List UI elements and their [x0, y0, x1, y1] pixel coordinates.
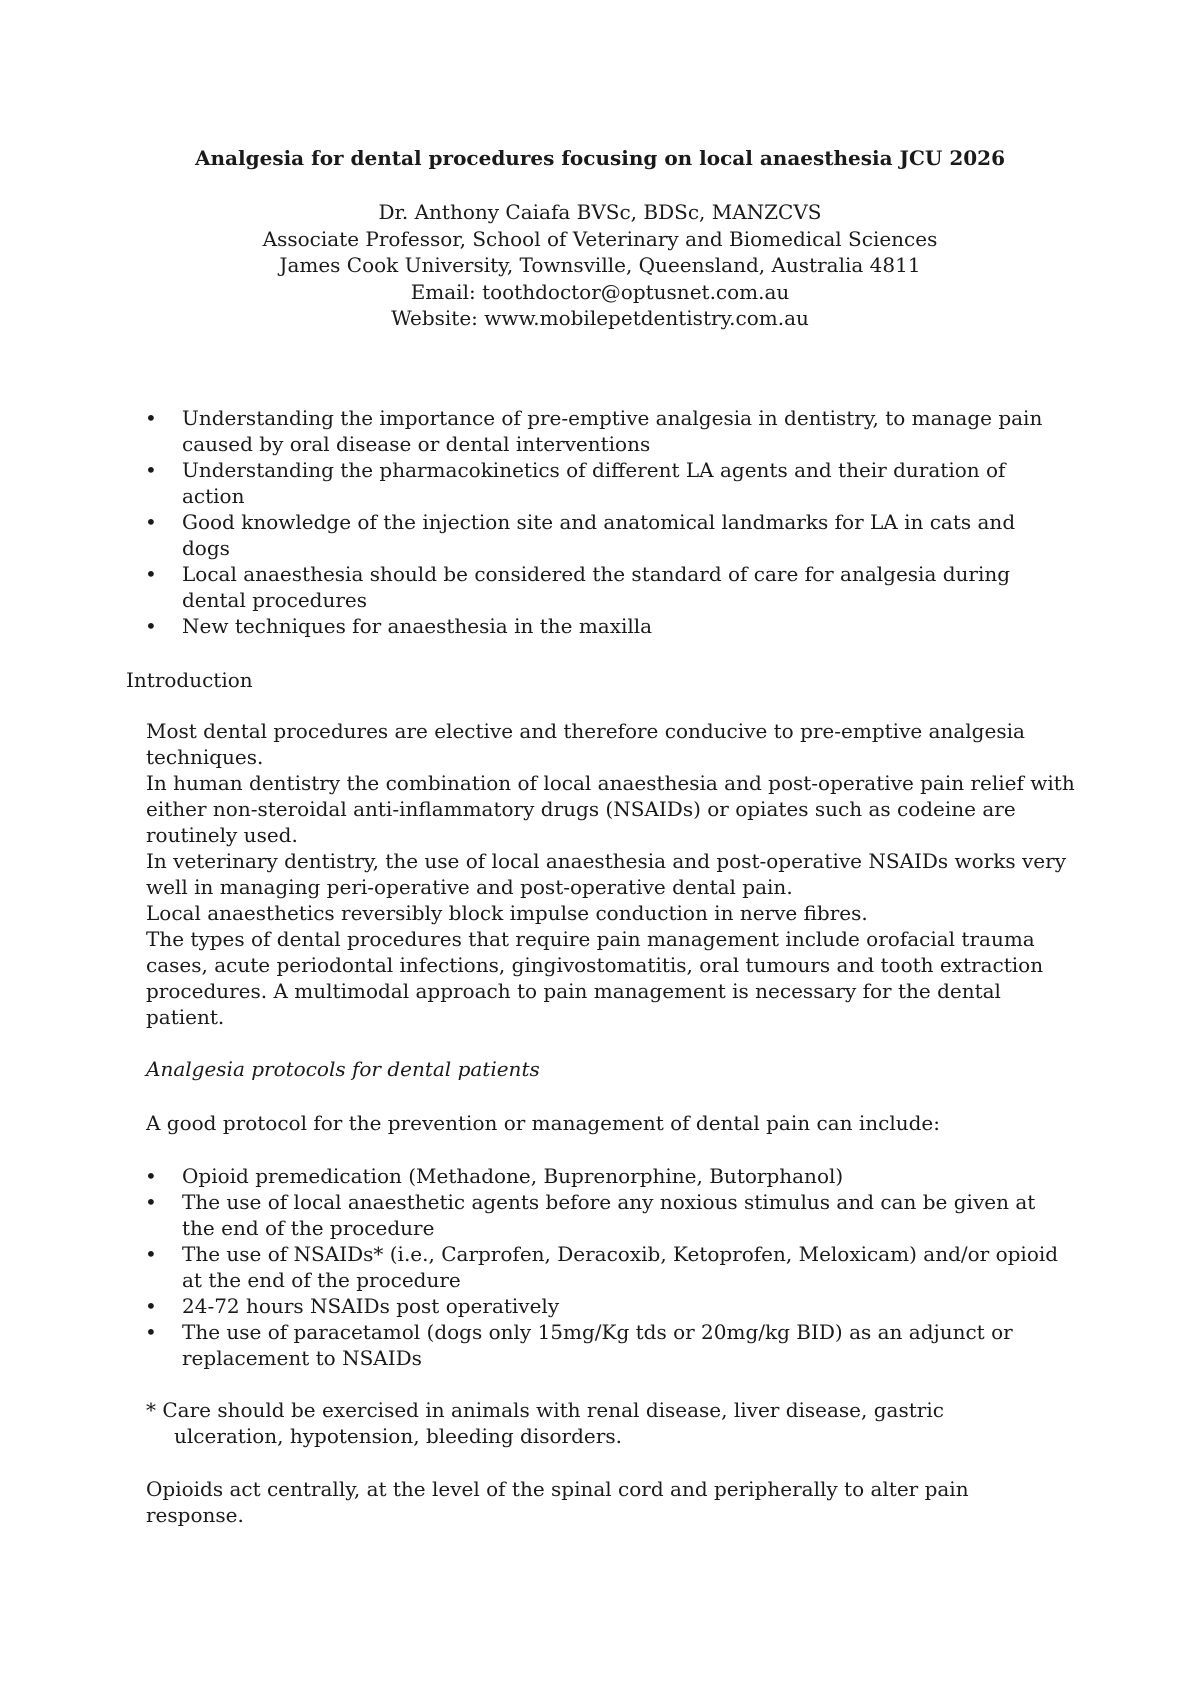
author-email: Email: toothdoctor@optusnet.com.au [410, 279, 790, 304]
bullet-icon: • [145, 1320, 157, 1344]
objective-text: Local anaesthesia should be considered the standard of care for analgesia during dental procedures [182, 562, 1011, 612]
author-position: Associate Professor, School of Veterinary and Biomedical Sciences [262, 226, 938, 251]
bullet-icon: • [145, 1164, 157, 1188]
author-website: Website: www.mobilepetdentistry.com.au [391, 306, 809, 330]
protocol-item [145, 1189, 1065, 1241]
introduction-body [146, 718, 1076, 1030]
bullet-icon: • [145, 1294, 157, 1318]
protocol-item [145, 1319, 1065, 1371]
author-block [0, 199, 1200, 332]
footnote-line: ulceration, hypotension, bleeding disorders. [174, 1424, 622, 1448]
objective-item [145, 509, 1045, 561]
objective-text: Understanding the pharmacokinetics of different LA agents and their duration of action [182, 458, 1006, 508]
protocol-item [145, 1293, 1065, 1319]
nsaid-footnote [146, 1397, 1066, 1449]
introduction-heading: Introduction [126, 668, 253, 692]
objective-text: Understanding the importance of pre-emptive analgesia in dentistry, to manage pain caused by oral disease or dental interventions [182, 406, 1043, 456]
opioids-paragraph: Opioids act centrally, at the level of the spinal cord and peripherally to alter pain response. [146, 1477, 969, 1527]
introduction-paragraph: In human dentistry the combination of local anaesthesia and post-operative pain relief with either non-steroidal anti-inflammatory drugs (NSAIDs) or opiates such as codeine are routinely used. [146, 771, 1075, 847]
footnote-line: * Care should be exercised in animals with renal disease, liver disease, gastric [146, 1398, 944, 1422]
author-institution: James Cook University, Townsville, Queensland, Australia 4811 [279, 253, 921, 277]
protocol-item [145, 1241, 1065, 1293]
objective-item [145, 613, 1045, 639]
objective-item [145, 405, 1045, 457]
bullet-icon: • [145, 458, 157, 482]
protocols-list [145, 1163, 1065, 1371]
protocol-text: 24-72 hours NSAIDs post operatively [182, 1294, 560, 1318]
protocol-text: Opioid premedication (Methadone, Buprenorphine, Butorphanol) [182, 1164, 844, 1188]
author-name: Dr. Anthony Caiafa BVSc, BDSc, MANZCVS [378, 200, 822, 224]
protocols-heading: Analgesia protocols for dental patients [146, 1057, 540, 1081]
protocol-text: The use of local anaesthetic agents before any noxious stimulus and can be given at the end of the procedure [182, 1190, 1036, 1240]
protocols-intro: A good protocol for the prevention or management of dental pain can include: [146, 1111, 940, 1135]
objective-text: Good knowledge of the injection site and anatomical landmarks for LA in cats and dogs [182, 510, 1016, 560]
protocol-text: The use of paracetamol (dogs only 15mg/Kg tds or 20mg/kg BID) as an adjunct or replacement to NSAIDs [182, 1320, 1013, 1370]
bullet-icon: • [145, 406, 157, 430]
introduction-paragraph: In veterinary dentistry, the use of local anaesthesia and post-operative NSAIDs works very well in managing peri-operative and post-operative dental pain. [146, 849, 1066, 899]
objective-item [145, 561, 1045, 613]
objective-text: New techniques for anaesthesia in the maxilla [182, 614, 653, 638]
bullet-icon: • [145, 562, 157, 586]
objective-item [145, 457, 1045, 509]
introduction-paragraph: Most dental procedures are elective and therefore conducive to pre-emptive analgesia techniques. [146, 719, 1025, 769]
document-title: Analgesia for dental procedures focusing on local anaesthesia JCU 2026 [195, 146, 1005, 170]
protocol-text: The use of NSAIDs* (i.e., Carprofen, Deracoxib, Ketoprofen, Meloxicam) and/or opioid at the end of the procedure [182, 1242, 1059, 1292]
bullet-icon: • [145, 1242, 157, 1266]
introduction-paragraph: The types of dental procedures that require pain management include orofacial trauma cases, acute periodontal infections, gingivostomatitis, oral tumours and tooth extraction procedures. A multimodal approach to pain management is necessary for the dental patient. [146, 927, 1044, 1029]
learning-objectives-list [145, 405, 1045, 639]
introduction-paragraph: Local anaesthetics reversibly block impulse conduction in nerve fibres. [146, 901, 868, 925]
bullet-icon: • [145, 614, 157, 638]
bullet-icon: • [145, 1190, 157, 1214]
protocol-item [145, 1163, 1065, 1189]
bullet-icon: • [145, 510, 157, 534]
